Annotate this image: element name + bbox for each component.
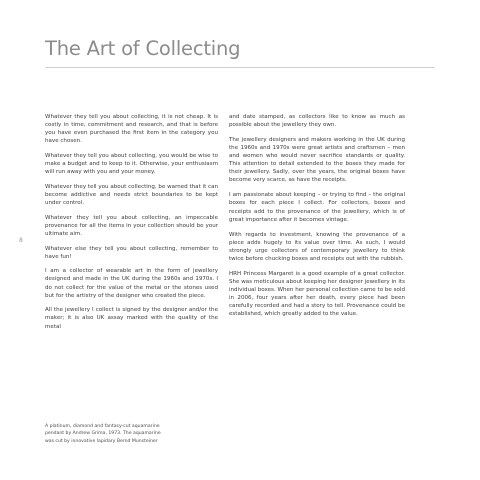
title-divider xyxy=(45,67,435,68)
paragraph: The jewellery designers and makers working in the UK during the 1960s and 1970s were great artists and craftsmen – men and women who would never sacrifice standards or quality. This attention to detail extended to the boxes they made for their jewellery. Sadly, over the years, the original boxes have become very scarce, as have the receipts. xyxy=(229,136,405,184)
paragraph: Whatever else they tell you about collecting, remember to have fun! xyxy=(45,245,218,260)
caption-line: was cut by innovative lapidary Bernd Munsteiner xyxy=(45,438,158,444)
paragraph: Whatever they tell you about collecting, an impeccable provenance for all the items in your collection should be your ultimate aim. xyxy=(45,214,218,237)
page-number: 8 xyxy=(19,237,23,244)
image-caption xyxy=(45,423,175,445)
paragraph: Whatever they tell you about collecting, you would be wise to make a budget and to keep to it. Otherwise, your enthusiasm will run away with you and your money. xyxy=(45,152,218,176)
left-text-column xyxy=(45,113,218,337)
paragraph: With regards to investment, knowing the provenance of a piece adds hugely to its value over time. As such, I would strongly urge collectors of contemporary jewellery to think twice before chucking boxes and receipts out with the rubbish. xyxy=(229,231,405,262)
caption-line: A platinum, diamond and fantasy-cut aquamarine xyxy=(45,424,160,429)
paragraph: I am a collector of wearable art in the form of jewellery designed and made in the UK during the 1960s and 1970s. I do not collect for the value of the metal or the stones used but for the artistry of the designer who created the piece. xyxy=(45,268,218,299)
caption-line: pendant by Andrew Grima, 1973. The aquamarine xyxy=(45,431,161,437)
paragraph: I am passionate about keeping – or trying to find – the original boxes for each piece I collect. For collectors, boxes and receipts add to the provenance of the jewellery, which is of great importance after it becomes vintage. xyxy=(229,192,405,223)
paragraph: All the jewellery I collect is signed by the designer and/or the maker; it is also UK assay marked with the quality of the metal xyxy=(45,307,218,330)
paragraph: Whatever they tell you about collecting, it is not cheap. It is costly in time, commitment and research, and that is before you have even purchased the first item in the category you have chosen. xyxy=(45,114,218,145)
paragraph: Whatever they tell you about collecting, be warned that it can become addictive and needs strict boundaries to be kept under control. xyxy=(45,183,218,207)
paragraph: and date stamped, as collectors like to know as much as possible about the jewellery they own. xyxy=(229,114,405,129)
right-text-column xyxy=(229,113,405,325)
page-title: The Art of Collecting xyxy=(45,37,241,60)
paragraph: HRH Princess Margaret is a good example of a great collector. She was meticulous about keeping her designer jewellery in its individual boxes. When her personal collection came to be sold in 2006, four years after her death, every piece had been carefully recorded and had a story to tell. Provenance could be established, which greatly added to the value. xyxy=(229,270,405,318)
